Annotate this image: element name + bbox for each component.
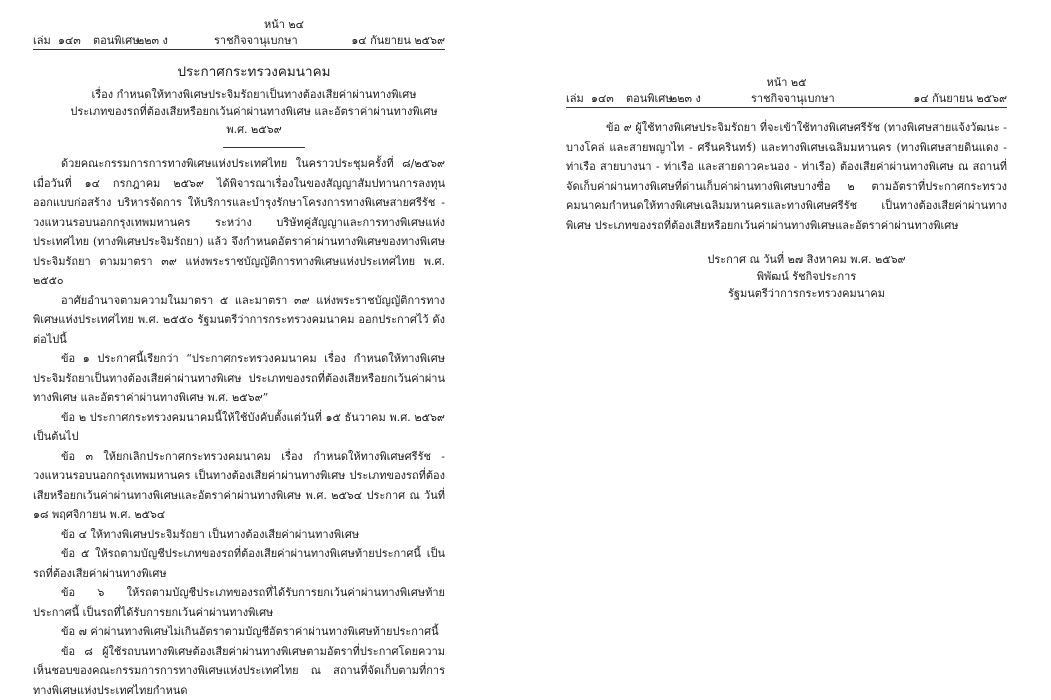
clause-8: ข้อ ๘ ผู้ใช้รถบนทางพิเศษต้องเสียค่าผ่านทางพิเศษตามอัตราที่ประกาศโดยความเห็นชอบของคณะกรรมการการทางพิเศษแห่งประเทศไทย ณ สถานที่จัดเก็บตามที่การทางพิเศษแห่งประเทศไทยกำหนด [33,642,445,700]
gazette-page-24 [33,0,445,700]
clause-6: ข้อ ๖ ให้รถตามบัญชีประเภทของรถที่ได้รับการยกเว้นค่าผ่านทางพิเศษท้ายประกาศนี้ เป็นรถที่ได้รับการยกเว้นค่าผ่านทางพิเศษ [33,583,445,622]
gazette-name: ราชกิจจานุเบกษา [214,32,298,49]
signatory-name: พิพัฒน์ รัชกิจประการ [606,268,1007,285]
issue-label: ตอนพิเศษ [626,90,673,107]
gazette-date: ๑๔ กันยายน ๒๕๖๙ [351,32,445,49]
preamble-paragraph: ด้วยคณะกรรมการการทางพิเศษแห่งประเทศไทย ในคราวประชุมครั้งที่ ๘/๒๕๖๙ เมื่อวันที่ ๑๔ กรกฎาคม ๒๕๖๙ ได้พิจารณาเรื่องในของสัญญาสัมปทานการลงทุน ออกแบบก่อสร้าง บริหารจัดการ ให้บริการและบำรุงรักษาโครงการทางพิเศษสายศรีรัช - วงแหวนรอบนอกกรุงเทพมหานคร ระหว่าง บริษัทคู่สัญญาและการทางพิเศษแห่งประเทศไทย (ทางพิเศษประจิมรัถยา) แล้ว จึงกำหนดอัตราค่าผ่านทางพิเศษของทางพิเศษประจิมรัถยา ตามมาตรา ๓๙ แห่งพระราชบัญญัติการทางพิเศษแห่งประเทศไทย พ.ศ. ๒๕๕๐ [33,154,445,291]
authority-paragraph: อาศัยอำนาจตามความในมาตรา ๕ และมาตรา ๓๙ แห่งพระราชบัญญัติการทางพิเศษแห่งประเทศไทย พ.ศ. ๒๕๕๐ รัฐมนตรีว่าการกระทรวงคมนาคม ออกประกาศไว้ ดังต่อไปนี้ [33,291,445,350]
subject-line: เรื่อง กำหนดให้ทางพิเศษประจิมรัถยาเป็นทางต้องเสียค่าผ่านทางพิเศษ [63,86,445,103]
clause-7: ข้อ ๗ ค่าผ่านทางพิเศษไม่เกินอัตราตามบัญชีอัตราค่าผ่านทางพิเศษท้ายประกาศนี้ [33,622,445,642]
clause-2: ข้อ ๒ ประกาศกระทรวงคมนาคมนี้ให้ใช้บังคับตั้งแต่วันที่ ๑๕ ธันวาคม พ.ศ. ๒๕๖๙ เป็นต้นไป [33,408,445,447]
announcement-title: ประกาศกระทรวงคมนาคม [63,60,445,84]
gazette-header [566,90,1007,108]
subject-line: ประเภทของรถที่ต้องเสียหรือยกเว้นค่าผ่านทางพิเศษ และอัตราค่าผ่านทางพิเศษ [63,103,445,120]
gazette-header [33,32,445,50]
clause-1: ข้อ ๑ ประกาศนี้เรียกว่า “ประกาศกระทรวงคมนาคม เรื่อง กำหนดให้ทางพิเศษประจิมรัถยาเป็นทางต้องเสียค่าผ่านทางพิเศษ ประเภทของรถที่ต้องเสียหรือยกเว้นค่าผ่านทางพิเศษ และอัตราค่าผ่านทางพิเศษ พ.ศ. ๒๕๖๙” [33,349,445,408]
volume-label: เล่ม [566,90,584,107]
signature-block [566,251,1007,302]
volume-number: ๑๔๓ [591,90,614,107]
clause-4: ข้อ ๔ ให้ทางพิเศษประจิมรัถยา เป็นทางต้องเสียค่าผ่านทางพิเศษ [33,525,445,545]
issue-label: ตอนพิเศษ [93,32,140,49]
gazette-page-25 [566,0,1007,302]
volume-label: เล่ม [33,32,51,49]
issue-number: ๒๒๓ ง [137,32,168,49]
page-number: หน้า ๒๕ [566,72,1007,90]
clause-5: ข้อ ๕ ให้รถตามบัญชีประเภทของรถที่ต้องเสียค่าผ่านทางพิเศษท้ายประกาศนี้ เป็นรถที่ต้องเสียค่าผ่านทางพิเศษ [33,544,445,583]
volume-number: ๑๔๓ [58,32,81,49]
issue-number: ๒๒๓ ง [670,90,701,107]
clause-3: ข้อ ๓ ให้ยกเลิกประกาศกระทรวงคมนาคม เรื่อง กำหนดให้ทางพิเศษศรีรัช - วงแหวนรอบนอกกรุงเทพมหานคร เป็นทางต้องเสียค่าผ่านทางพิเศษ ประเภทของรถที่ต้องเสียหรือยกเว้นค่าผ่านทางพิเศษและอัตราค่าผ่านทางพิเศษ พ.ศ. ๒๕๖๔ ประกาศ ณ วันที่ ๑๘ พฤศจิกายน พ.ศ. ๒๕๖๔ [33,447,445,525]
subject-year: พ.ศ. ๒๕๖๙ [63,121,445,139]
clause-9: ข้อ ๙ ผู้ใช้ทางพิเศษประจิมรัถยา ที่จะเข้าใช้ทางพิเศษศรีรัช (ทางพิเศษสายแจ้งวัฒนะ - บางโคล่ และสายพญาไท - ศรีนครินทร์) และทางพิเศษเฉลิมมหานคร (ทางพิเศษสายดินแดง - ท่าเรือ สายบางนา - ท่าเรือ และสายดาวคะนอง - ท่าเรือ) ต้องเสียค่าผ่านทางพิเศษ ณ สถานที่จัดเก็บค่าผ่านทางพิเศษที่ด่านเก็บค่าผ่านทางพิเศษบางซื่อ ๒ ตามอัตราที่ประกาศกระทรวงคมนาคมกำหนดให้ทางพิเศษเฉลิมมหานครและทางพิเศษศรีรัช เป็นทางต้องเสียค่าผ่านทางพิเศษ ประเภทของรถที่ต้องเสียหรือยกเว้นค่าผ่านทางพิเศษและอัตราค่าผ่านทางพิเศษ [566,118,1007,235]
signatory-title: รัฐมนตรีว่าการกระทรวงคมนาคม [606,285,1007,302]
title-divider [223,147,305,148]
gazette-name: ราชกิจจานุเบกษา [751,90,835,107]
gazette-date: ๑๔ กันยายน ๒๕๖๙ [913,90,1007,107]
page-number: หน้า ๒๔ [33,14,445,32]
announcement-date: ประกาศ ณ วันที่ ๒๗ สิงหาคม พ.ศ. ๒๕๖๙ [606,251,1007,268]
